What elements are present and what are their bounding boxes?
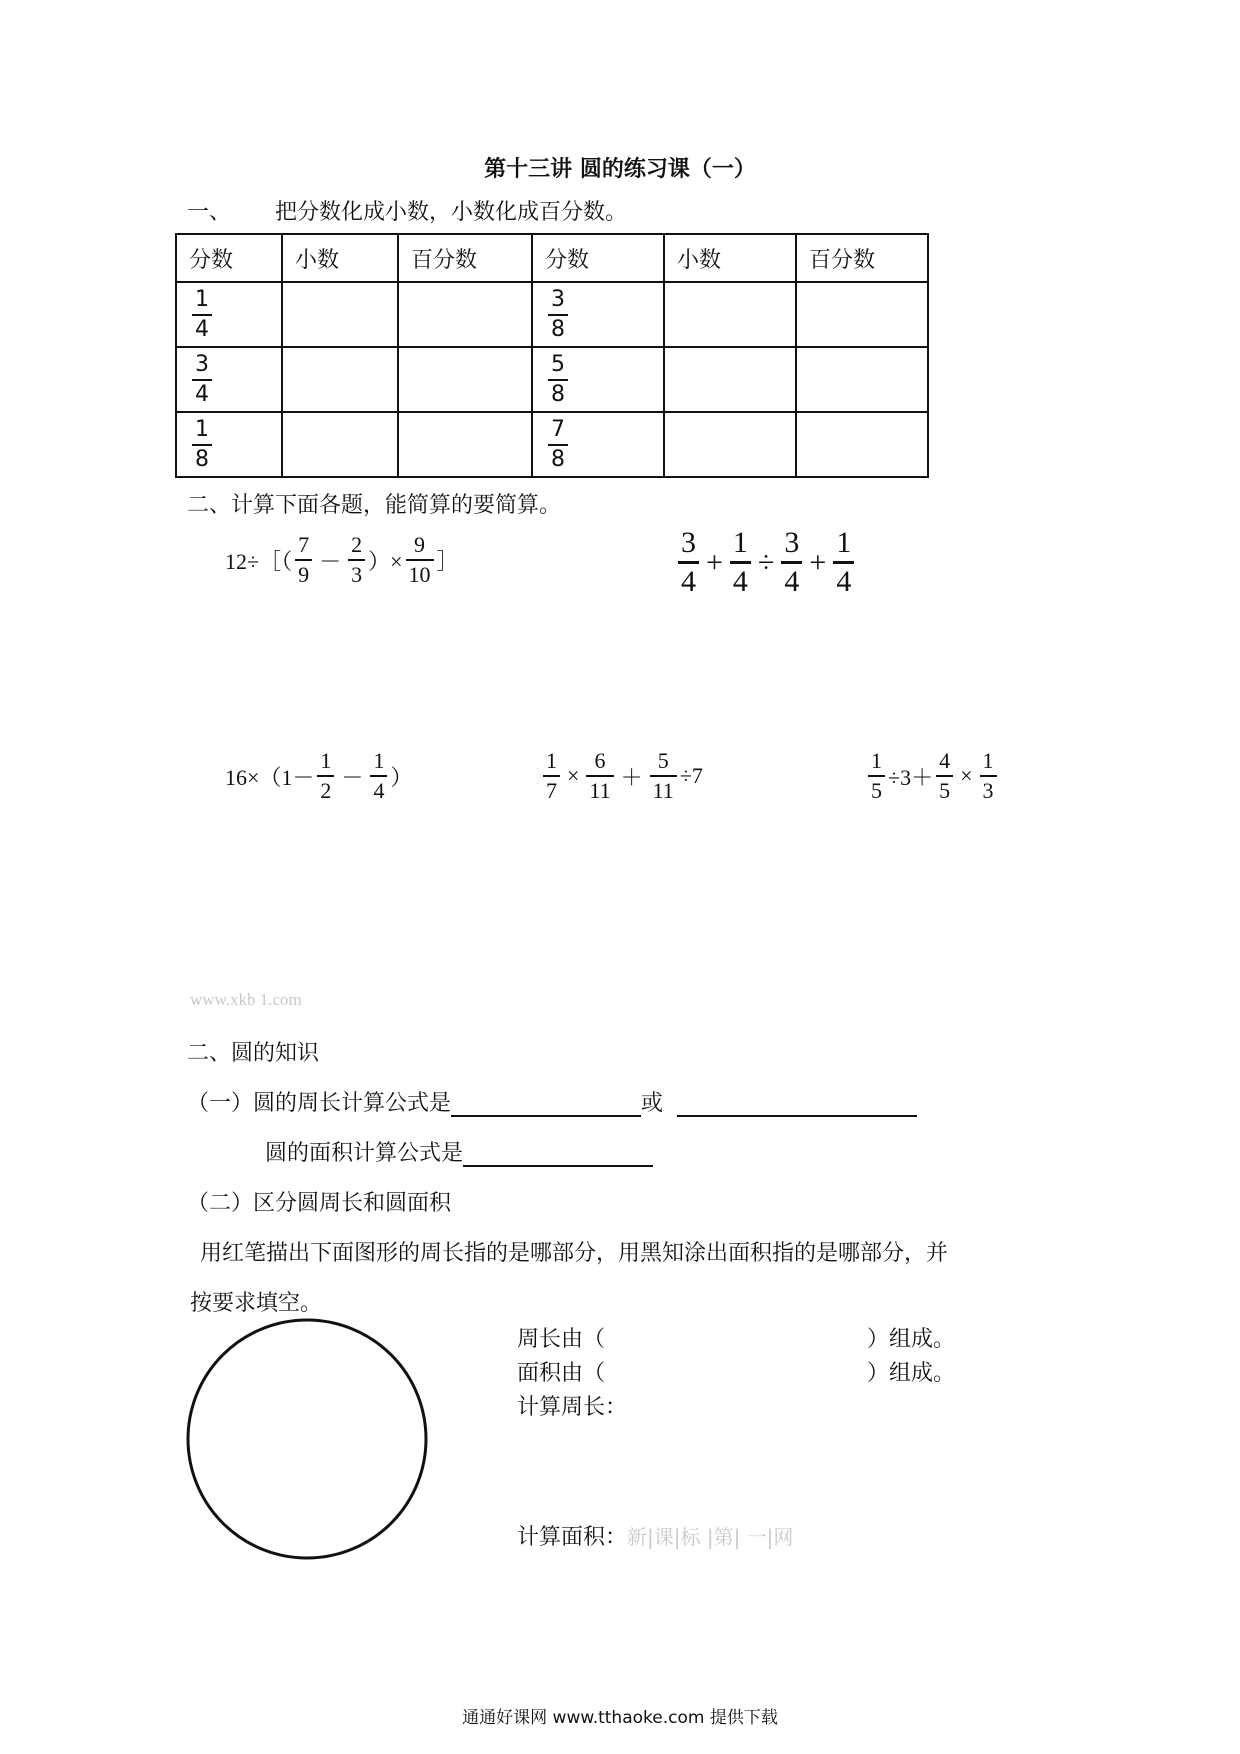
problem-5	[865, 750, 1000, 802]
decimal-blank[interactable]	[664, 412, 796, 477]
percent-blank[interactable]	[398, 282, 532, 347]
numerator: 9	[414, 532, 426, 557]
numerator: 7	[298, 532, 310, 557]
table-row	[176, 347, 928, 412]
conversion-table	[175, 233, 929, 478]
fraction	[348, 534, 365, 586]
fraction	[586, 750, 613, 802]
p5-times: ×	[960, 763, 973, 788]
denominator: 11	[652, 778, 674, 803]
numerator: 4	[939, 748, 951, 773]
p1-end: ］	[436, 548, 459, 574]
fraction-cell	[176, 412, 282, 477]
numerator: 3	[784, 526, 800, 559]
fraction	[833, 528, 854, 597]
denominator: 4	[732, 565, 748, 598]
perimeter-formula-line	[187, 1086, 917, 1117]
area-from-label: 面积由（	[517, 1361, 606, 1386]
p5-mid: ÷3＋	[888, 764, 934, 790]
fraction-cell	[532, 282, 664, 347]
denominator: 8	[551, 381, 565, 407]
denominator: 8	[551, 446, 565, 472]
page-footer: 通通好课网 www.tthaoke.com 提供下载	[462, 1708, 778, 1728]
numerator: 5	[657, 748, 669, 773]
calc-area-label: 计算面积：	[517, 1525, 628, 1550]
p2-plus: +	[706, 545, 723, 579]
fraction	[980, 750, 997, 802]
p1-prefix: 12÷［（	[225, 548, 293, 574]
denominator: 5	[939, 778, 951, 803]
problem-2	[675, 528, 857, 597]
p3-prefix: 16×（1－	[225, 764, 315, 790]
instruction-line-1: 用红笔描出下面图形的周长指的是哪部分，用黑知涂出面积指的是哪部分，并	[200, 1241, 949, 1266]
p3-minus: －	[341, 764, 364, 790]
p1-minus: －	[319, 548, 342, 574]
fraction	[192, 416, 212, 472]
perimeter-from-label: 周长由（	[517, 1327, 606, 1352]
fraction	[548, 286, 568, 342]
numerator: 6	[594, 748, 606, 773]
header-percent-2: 百分数	[796, 234, 928, 282]
decimal-blank[interactable]	[664, 282, 796, 347]
denominator: 4	[836, 565, 852, 598]
denominator: 11	[589, 778, 611, 803]
fraction-cell	[532, 347, 664, 412]
fraction-cell	[176, 347, 282, 412]
perimeter-formula-blank[interactable]	[451, 1091, 641, 1117]
fraction	[370, 750, 387, 802]
percent-blank[interactable]	[398, 347, 532, 412]
numerator: 3	[681, 526, 696, 559]
fraction	[192, 351, 212, 407]
numerator: 1	[195, 416, 209, 442]
numerator: 5	[551, 351, 565, 377]
decimal-blank[interactable]	[664, 347, 796, 412]
header-decimal: 小数	[282, 234, 398, 282]
percent-blank[interactable]	[796, 282, 928, 347]
fraction	[543, 750, 560, 802]
numerator: 1	[373, 748, 385, 773]
problem-4	[540, 750, 703, 802]
fraction	[650, 750, 677, 802]
denominator: 4	[784, 565, 800, 598]
numerator: 1	[836, 526, 852, 559]
perimeter-formula-label: （一）圆的周长计算公式是	[187, 1091, 452, 1116]
circle-outline	[188, 1320, 426, 1558]
area-formula-label: 圆的面积计算公式是	[265, 1141, 464, 1166]
composed-label-2: ）组成。	[867, 1361, 956, 1386]
problem-1	[225, 534, 459, 586]
table-header-row	[176, 234, 928, 282]
section-2-heading: 二、计算下面各题，能简算的要简算。	[187, 493, 562, 518]
section-1-heading	[187, 195, 627, 226]
percent-blank[interactable]	[796, 347, 928, 412]
fraction	[730, 528, 751, 597]
p4-times: ×	[567, 763, 580, 788]
circle-figure	[180, 1312, 440, 1572]
denominator: 8	[195, 446, 209, 472]
area-from-line	[517, 1356, 955, 1387]
denominator: 4	[195, 381, 209, 407]
denominator: 5	[871, 778, 882, 803]
denominator: 8	[551, 316, 565, 342]
denominator: 10	[408, 562, 431, 587]
p2-plus-2: +	[809, 545, 827, 579]
instruction-line-2: 按要求填空。	[190, 1291, 323, 1316]
calc-area-line	[517, 1520, 793, 1551]
fraction	[192, 286, 212, 342]
p1-close: ）×	[368, 548, 403, 574]
subsection-2-heading: （二）区分圆周长和圆面积	[187, 1191, 452, 1216]
percent-blank[interactable]	[796, 412, 928, 477]
numerator: 3	[195, 351, 209, 377]
section-1-number: 一、	[187, 200, 232, 225]
p3-end: ）	[390, 764, 413, 790]
decimal-blank[interactable]	[282, 412, 398, 477]
section-3-heading: 二、圆的知识	[187, 1041, 320, 1066]
fraction-cell	[176, 282, 282, 347]
numerator: 1	[982, 748, 994, 773]
decimal-blank[interactable]	[282, 282, 398, 347]
numerator: 2	[351, 532, 363, 557]
numerator: 1	[871, 748, 882, 773]
numerator: 1	[320, 748, 332, 773]
p4-end: ÷7	[679, 763, 703, 788]
denominator: 9	[298, 562, 310, 587]
denominator: 3	[982, 778, 994, 803]
fraction	[548, 416, 568, 472]
watermark-site: 新|课|标 |第| 一|网	[627, 1525, 794, 1549]
denominator: 3	[351, 562, 363, 587]
fraction-cell	[532, 412, 664, 477]
problem-3	[225, 750, 412, 802]
p2-divide: ÷	[757, 545, 775, 579]
table-row	[176, 412, 928, 477]
or-label: 或	[641, 1091, 664, 1116]
fraction	[548, 351, 568, 407]
header-percent: 百分数	[398, 234, 532, 282]
fraction	[868, 750, 885, 802]
perimeter-from-line	[517, 1322, 955, 1353]
decimal-blank[interactable]	[282, 347, 398, 412]
fraction	[406, 534, 434, 586]
denominator: 4	[681, 565, 696, 598]
fraction	[678, 528, 699, 597]
p4-plus: ＋	[620, 764, 643, 790]
numerator: 1	[732, 526, 748, 559]
denominator: 7	[546, 778, 557, 803]
composed-label: ）组成。	[867, 1327, 956, 1352]
numerator: 1	[546, 748, 557, 773]
denominator: 4	[373, 778, 385, 803]
numerator: 1	[195, 286, 209, 312]
fraction	[317, 750, 334, 802]
header-fraction-2: 分数	[532, 234, 664, 282]
header-fraction: 分数	[176, 234, 282, 282]
area-formula-blank[interactable]	[463, 1141, 653, 1167]
denominator: 4	[195, 316, 209, 342]
fraction	[781, 528, 802, 597]
calc-perimeter-label: 计算周长：	[517, 1395, 628, 1420]
numerator: 7	[551, 416, 565, 442]
page-title: 第十三讲 圆的练习课（一）	[484, 157, 756, 182]
fraction	[295, 534, 312, 586]
watermark-url: www.xkb 1.com	[190, 990, 302, 1009]
section-1-instruction: 把分数化成小数，小数化成百分数。	[275, 200, 628, 225]
area-formula-line	[265, 1136, 653, 1167]
fraction	[936, 750, 953, 802]
header-decimal-2: 小数	[664, 234, 796, 282]
percent-blank[interactable]	[398, 412, 532, 477]
table-row	[176, 282, 928, 347]
numerator: 3	[551, 286, 565, 312]
perimeter-formula-blank-2[interactable]	[677, 1091, 917, 1117]
denominator: 2	[320, 778, 332, 803]
